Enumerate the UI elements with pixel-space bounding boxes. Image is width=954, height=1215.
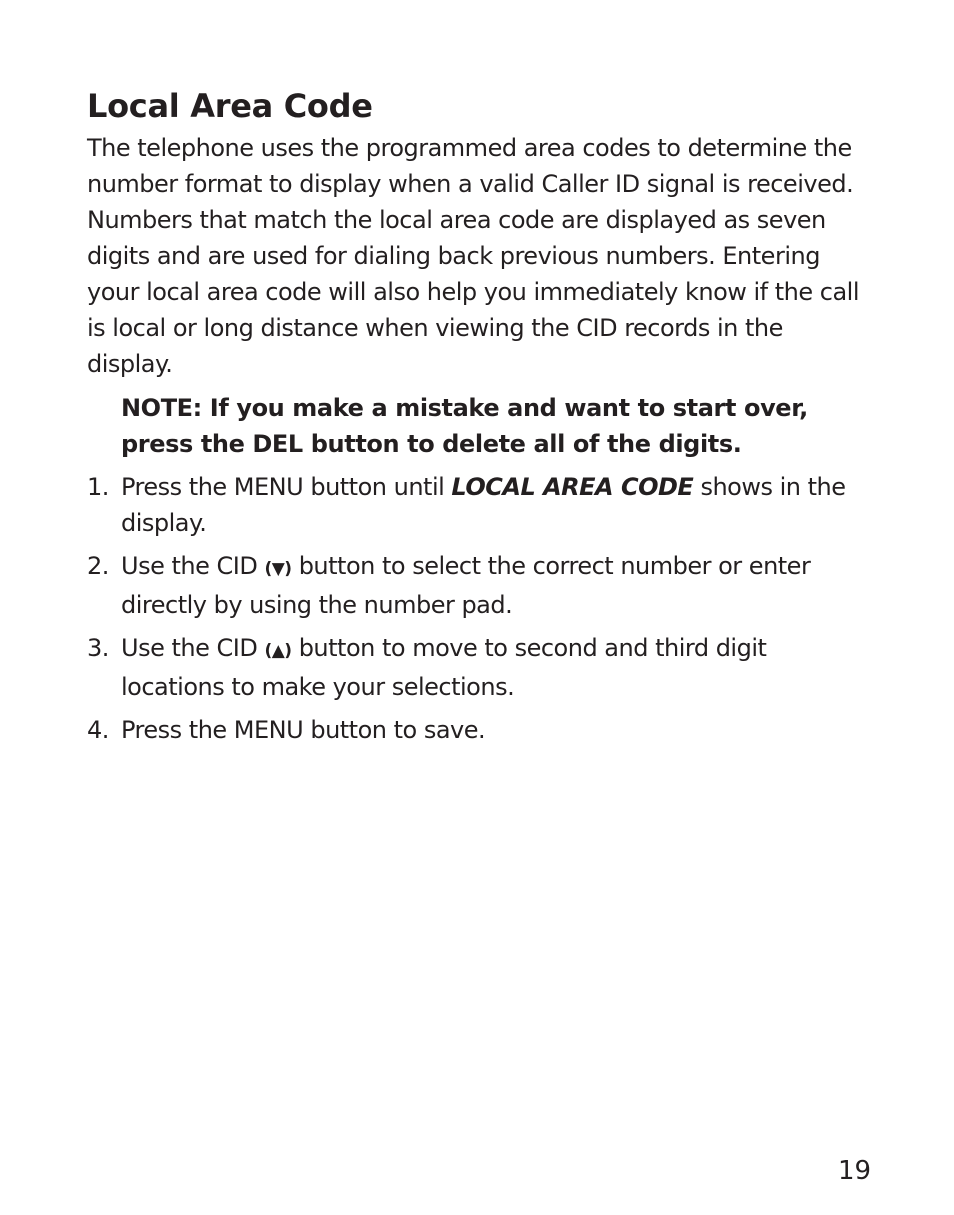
display-label: LOCAL AREA CODE bbox=[451, 473, 694, 501]
section-title: Local Area Code bbox=[87, 87, 373, 125]
step-2 bbox=[87, 548, 867, 623]
step-4 bbox=[87, 712, 867, 748]
step-3 bbox=[87, 630, 867, 705]
step-text: Press the MENU button until bbox=[121, 473, 452, 501]
step-number: 1. bbox=[87, 473, 109, 501]
page-number: 19 bbox=[838, 1156, 872, 1186]
step-1 bbox=[87, 469, 867, 541]
step-text: Use the CID bbox=[121, 552, 265, 580]
step-number: 2. bbox=[87, 552, 109, 580]
up-arrow-icon: (▲) bbox=[264, 641, 292, 661]
step-text: Use the CID bbox=[121, 634, 265, 662]
intro-paragraph: The telephone uses the programmed area codes to determine the number format to display when a valid Caller ID signal is received. Numbers that match the local area code are displayed as seven digits and are used for dialing back previous numbers. Entering your local area code will also help you immediately know if the call is local or long distance when viewing the CID records in the display. bbox=[87, 134, 860, 378]
step-text: button to select the correct number or enter directly by using the number pad. bbox=[121, 552, 811, 619]
down-arrow-icon: (▼) bbox=[264, 559, 292, 579]
step-number: 3. bbox=[87, 634, 109, 662]
manual-page bbox=[87, 84, 867, 755]
note-text: NOTE: If you make a mistake and want to start over, press the DEL button to delete all of the digits. bbox=[121, 394, 808, 458]
step-text: button to move to second and third digit locations to make your selections. bbox=[121, 634, 767, 701]
step-text: Press the MENU button to save. bbox=[121, 716, 486, 744]
step-text: shows in the display. bbox=[121, 473, 846, 537]
step-number: 4. bbox=[87, 716, 109, 744]
steps-list bbox=[87, 469, 867, 748]
